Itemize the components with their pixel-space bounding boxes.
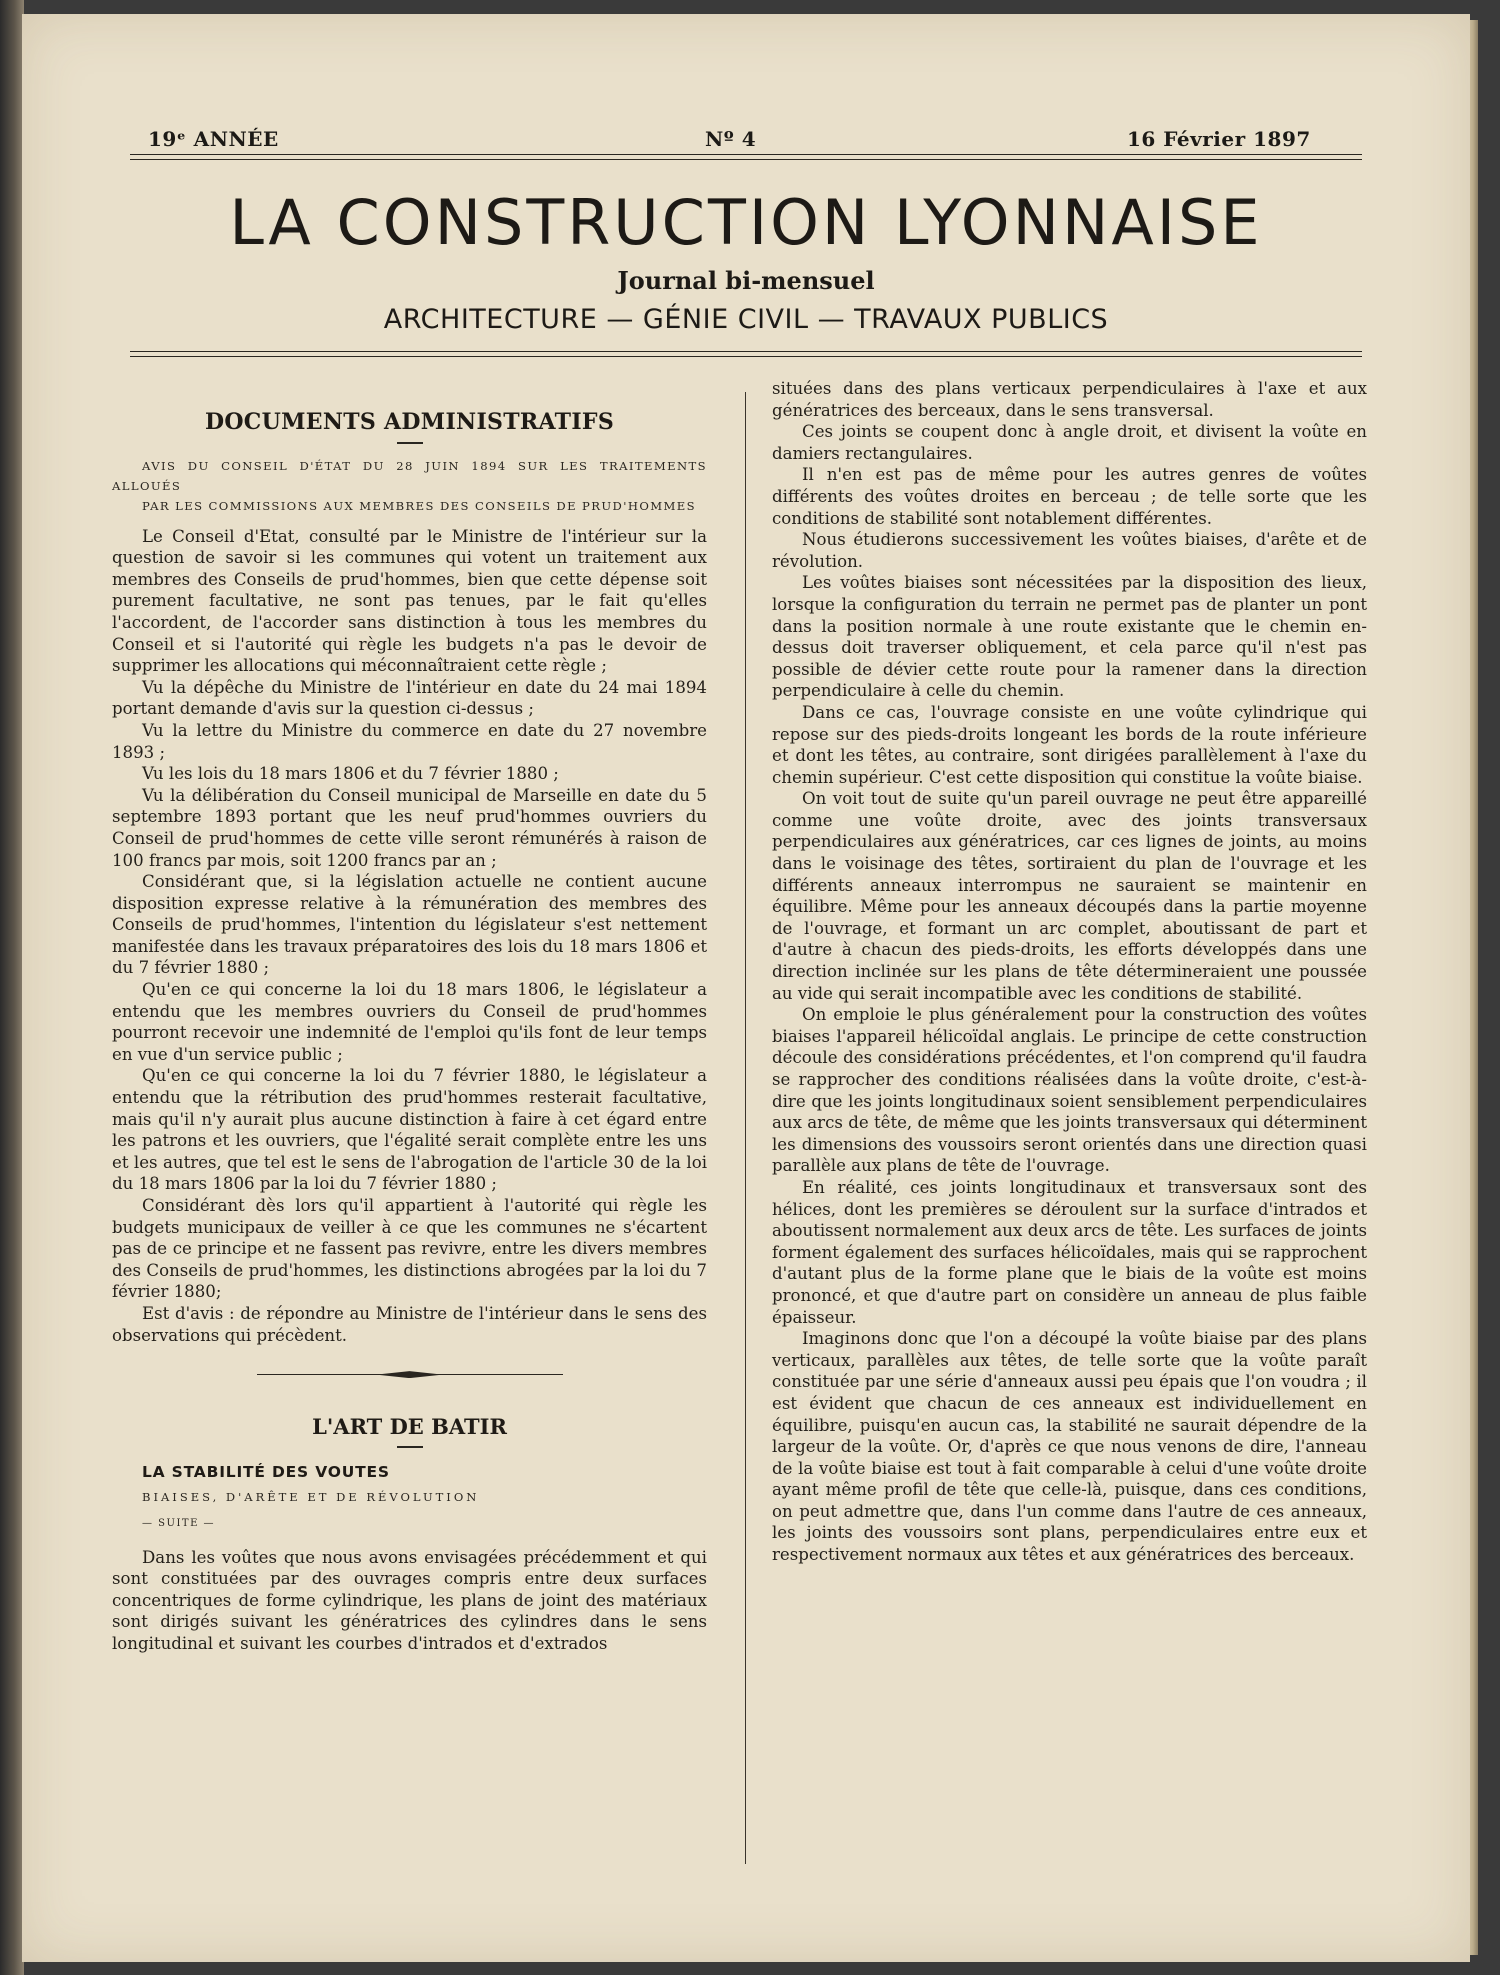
- paragraph: Dans les voûtes que nous avons envisagées précédemment et qui sont constituées par des ouvrages compris entre deux surfaces concentriques de forme cylindrique, les plans de joint des matériaux sont dirigés suivant les génératrices des cylindres dans le sens longitudinal et suivant les courbes d'intrados et d'extrados: [112, 1547, 707, 1653]
- paragraph: Il n'en est pas de même pour les autres genres de voûtes différents des voûtes droites en berceau ; de telle sorte que les conditions de stabilité sont notablement différentes.: [772, 465, 1367, 528]
- paragraph: En réalité, ces joints longitudinaux et transversaux sont des hélices, dont les premières se déroulent sur la surface d'intrados et aboutissent normalement aux deux arcs de tête. Les surfaces de joints forment également des surfaces hélicoïdales, mais qui se rapprochent d'autant plus de la forme plane que le biais de la voûte est moins prononcé, et que d'autre part on considère un anneau de plus faible épaisseur.: [772, 1177, 1367, 1327]
- paragraph: Dans ce cas, l'ouvrage consiste en une voûte cylindrique qui repose sur des pieds-droits longeant les bords de la route inférieure et dont les têtes, au contraire, sont dirigées parallèlement à l'axe du chemin supérieur. C'est cette disposition qui constitue la voûte biaise.: [772, 702, 1367, 787]
- paragraph: Vu la dépêche du Ministre de l'intérieur en date du 24 mai 1894 portant demande d'avis sur la question ci-dessus ;: [112, 677, 707, 719]
- paragraph: On emploie le plus généralement pour la construction des voûtes biaises l'appareil hélicoïdal anglais. Le principe de cette construction découle des considérations précédentes, et l'on comprend qu'il faudra se rapprocher des conditions réalisées dans la voûte droite, c'est-à-dire que les joints longitudinaux soient sensiblement perpendiculaires aux arcs de tête, de même que les joints transversaux qui déterminent les dimensions des voussoirs seront orientés dans une direction quasi parallèle aux plans de tête de l'ouvrage.: [772, 1005, 1367, 1176]
- continuation-text: situées dans des plans verticaux perpendiculaires à l'axe et aux génératrices des berceaux, dans le sens transversal.: [772, 379, 1367, 420]
- paragraph: Est d'avis : de répondre au Ministre de l'intérieur dans le sens des observations qui précèdent.: [112, 1303, 707, 1345]
- header-rule-top-2: [130, 159, 1362, 160]
- left-column: [112, 409, 707, 1655]
- section-heading-documents: DOCUMENTS ADMINISTRATIFS: [204, 409, 615, 435]
- paragraph: Nous étudierons successivement les voûtes biaises, d'arête et de révolution.: [772, 530, 1367, 571]
- column-divider: [745, 392, 746, 1864]
- avis-line-1: AVIS DU CONSEIL D'ÉTAT DU 28 JUIN 1894 SUR LES TRAITEMENTS ALLOUÉS: [112, 458, 707, 493]
- paragraph: Vu les lois du 18 mars 1806 et du 7 février 1880 ;: [142, 764, 559, 784]
- paragraph: Les voûtes biaises sont nécessitées par la disposition des lieux, lorsque la configuration du terrain ne permet pas de planter un pont dans la position normale à une route existante que le chemin en-dessus doit traverser obliquement, et cela parce qu'il n'est pas possible de dévier cette route pour la ramener dans la direction perpendiculaire à celle du chemin.: [772, 573, 1367, 701]
- paragraph: Considérant que, si la législation actuelle ne contient aucune disposition expresse relative à la rémunération des membres des Conseils de prud'hommes, l'intention du législateur s'est nettement manifestée dans les travaux préparatoires des lois du 18 mars 1806 et du 7 février 1880 ;: [112, 872, 707, 978]
- right-column: [772, 378, 1367, 1566]
- header-rule-top: [130, 154, 1362, 155]
- journal-sections: ARCHITECTURE — GÉNIE CIVIL — TRAVAUX PUBLICS: [383, 304, 1109, 335]
- paragraph: Considérant dès lors qu'il appartient à l'autorité qui règle les budgets municipaux de veiller à ce que les communes ne s'écartent pas de ce principe et ne fassent pas revivre, entre les divers membres des Conseils de prud'hommes, les distinctions abrogées par la loi du 7 février 1880;: [112, 1196, 707, 1302]
- issue-date: 16 Février 1897: [1127, 127, 1311, 151]
- paragraph: Ces joints se coupent donc à angle droit, et divisent la voûte en damiers rectangulaires.: [772, 422, 1367, 463]
- header-rule-bottom: [130, 351, 1362, 352]
- paragraph: On voit tout de suite qu'un pareil ouvrage ne peut être appareillé comme une voûte droite, avec des joints transversaux perpendiculaires aux génératrices, car ces lignes de joints, au moins dans le voisinage des têtes, sortiraient du plan de l'ouvrage et les différents anneaux interrompus ne sauraient se maintenir en équilibre. Même pour les anneaux découpés dans la partie moyenne de l'ouvrage, et formant un arc complet, aboutissant de part et d'autre à chacun des pieds-droits, les efforts développés dans une direction inclinée sur les plans de tête détermineraient une poussée au vide qui serait incompatible avec les conditions de stabilité.: [772, 789, 1367, 1003]
- newspaper-page: [22, 14, 1470, 1962]
- header-rule-bottom-2: [130, 356, 1362, 357]
- article-suite: — SUITE —: [142, 1517, 216, 1529]
- paragraph: Le Conseil d'Etat, consulté par le Ministre de l'intérieur sur la question de savoir si les communes qui votent un traitement aux membres des Conseils de prud'hommes, bien que cette dépense soit purement facultative, ne sont pas tenues, par le fait qu'elles l'accordent, de l'accorder sans distinction à tous les membres du Conseil et si l'autorité qui règle les budgets n'a pas le devoir de supprimer les allocations qui méconnaîtraient cette règle ;: [112, 526, 707, 676]
- issue-number: Nº 4: [705, 127, 757, 151]
- article-subtitle: BIAISES, D'ARÊTE ET DE RÉVOLUTION: [142, 1490, 480, 1505]
- journal-subtitle: Journal bi-mensuel: [617, 266, 875, 295]
- section-heading-art: L'ART DE BATIR: [312, 1414, 507, 1440]
- ornamental-divider: [257, 1368, 563, 1382]
- paragraph: Vu la délibération du Conseil municipal de Marseille en date du 5 septembre 1893 portant que les neuf prud'hommes ouvriers du Conseil de prud'hommes de cette ville seront rémunérés à raison de 100 francs par mois, soit 1200 francs par an ;: [112, 785, 707, 870]
- avis-line-2: PAR LES COMMISSIONS AUX MEMBRES DES CONSEILS DE PRUD'HOMMES: [142, 498, 696, 513]
- paragraph: Vu la lettre du Ministre du commerce en date du 27 novembre 1893 ;: [112, 720, 707, 762]
- year-label: 19ᵉ ANNÉE: [148, 127, 279, 151]
- journal-title: LA CONSTRUCTION LYONNAISE: [229, 186, 1263, 259]
- paragraph: Imaginons donc que l'on a découpé la voûte biaise par des plans verticaux, parallèles aux têtes, de telle sorte que la voûte paraît constituée par une série d'anneaux aussi peu épais que l'on voudra ; il est évident que chacun de ces anneaux est individuellement en équilibre, puisqu'en aucun cas, la stabilité ne saurait dépendre de la largeur de la voûte. Or, d'après ce que nous venons de dire, l'anneau de la voûte biaise est tout à fait comparable à celui d'une voûte droite ayant même profil de tête que celle-là, puisque, dans ces conditions, on peut admettre que, dans l'un comme dans l'autre de ces anneaux, les joints des voussoirs sont plans, perpendiculaires entre eux et respectivement normaux aux têtes et aux génératrices des berceaux.: [772, 1329, 1367, 1565]
- article-title: LA STABILITÉ DES VOUTES: [142, 1462, 390, 1481]
- paragraph: Qu'en ce qui concerne la loi du 18 mars 1806, le législateur a entendu que les membres ouvriers du Conseil de prud'hommes pourront recevoir une indemnité de l'emploi qu'ils font de leur temps en vue d'un service public ;: [112, 980, 707, 1064]
- paragraph: Qu'en ce qui concerne la loi du 7 février 1880, le législateur a entendu que la rétribution des prud'hommes resterait facultative, mais qu'il n'y aurait plus aucune distinction à faire à cet égard entre les patrons et les ouvriers, que l'égalité serait complète entre les uns et les autres, que tel est le sens de l'abrogation de l'article 30 de la loi du 18 mars 1806 par la loi du 7 février 1880 ;: [112, 1066, 707, 1194]
- book-binding: [0, 0, 24, 1975]
